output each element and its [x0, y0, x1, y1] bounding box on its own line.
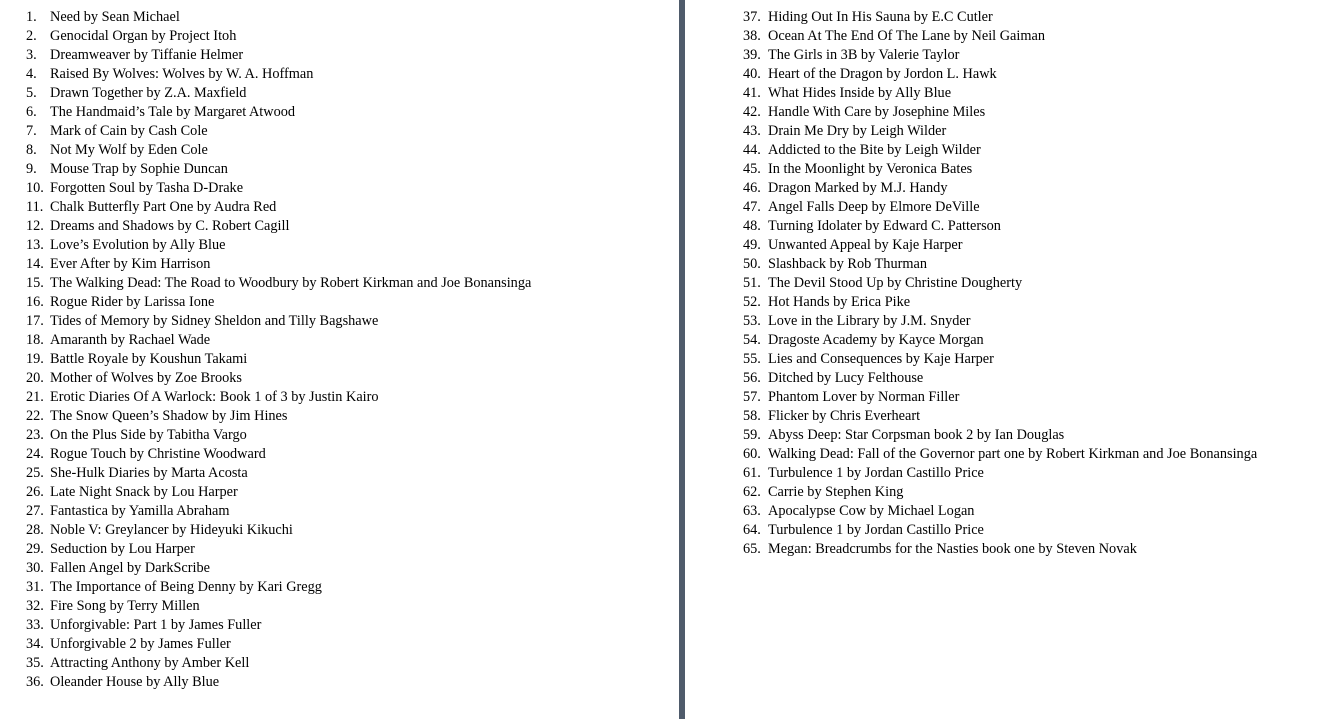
list-item-number: 6. — [26, 104, 37, 120]
list-item-title: The Girls in 3B by Valerie Taylor — [768, 47, 960, 63]
list-item-title: Fire Song by Terry Millen — [50, 598, 200, 614]
list-item-number: 49. — [743, 237, 761, 253]
list-item — [688, 445, 1333, 464]
list-item-title: Lies and Consequences by Kaje Harper — [768, 351, 994, 367]
list-item-number: 23. — [26, 427, 44, 443]
list-item-title: Need by Sean Michael — [50, 9, 180, 25]
list-item — [0, 673, 676, 692]
list-item-title: Erotic Diaries Of A Warlock: Book 1 of 3 by Justin Kairo — [50, 389, 379, 405]
list-item-title: Walking Dead: Fall of the Governor part one by Robert Kirkman and Joe Bonansinga — [768, 446, 1258, 462]
list-item-number: 7. — [26, 123, 37, 139]
list-item-number: 30. — [26, 560, 44, 576]
list-item — [0, 654, 676, 673]
list-item — [688, 255, 1333, 274]
list-item-title: The Walking Dead: The Road to Woodbury by Robert Kirkman and Joe Bonansinga — [50, 275, 532, 291]
list-item-number: 12. — [26, 218, 44, 234]
list-item-title: Love’s Evolution by Ally Blue — [50, 237, 226, 253]
list-item — [0, 46, 676, 65]
list-item-number: 3. — [26, 47, 37, 63]
list-item-number: 29. — [26, 541, 44, 557]
list-item-number: 64. — [743, 522, 761, 538]
list-item-title: Flicker by Chris Everheart — [768, 408, 921, 424]
list-item-number: 9. — [26, 161, 37, 177]
list-item-title: Unforgivable 2 by James Fuller — [50, 636, 231, 652]
list-item-title: Rogue Rider by Larissa Ione — [50, 294, 215, 310]
list-item-number: 51. — [743, 275, 761, 291]
list-item — [688, 331, 1333, 350]
list-item — [688, 274, 1333, 293]
book-list-left — [0, 8, 676, 692]
list-item-number: 41. — [743, 85, 761, 101]
list-item-title: In the Moonlight by Veronica Bates — [768, 161, 973, 177]
list-item — [0, 331, 676, 350]
list-item — [0, 103, 676, 122]
list-item — [688, 103, 1333, 122]
list-item-number: 15. — [26, 275, 44, 291]
list-item-number: 50. — [743, 256, 761, 272]
list-item-title: Chalk Butterfly Part One by Audra Red — [50, 199, 277, 215]
list-item-number: 31. — [26, 579, 44, 595]
list-item — [688, 483, 1333, 502]
list-item-title: Ditched by Lucy Felthouse — [768, 370, 924, 386]
list-item — [0, 483, 676, 502]
list-item — [688, 350, 1333, 369]
list-item-number: 56. — [743, 370, 761, 386]
list-item-title: Hot Hands by Erica Pike — [768, 294, 911, 310]
list-item — [688, 502, 1333, 521]
list-item-number: 1. — [26, 9, 37, 25]
list-item-title: Dragoste Academy by Kayce Morgan — [768, 332, 984, 348]
list-item-number: 19. — [26, 351, 44, 367]
list-item-number: 58. — [743, 408, 761, 424]
list-item-title: Rogue Touch by Christine Woodward — [50, 446, 266, 462]
list-item-title: Noble V: Greylancer by Hideyuki Kikuchi — [50, 522, 293, 538]
list-item-title: Handle With Care by Josephine Miles — [768, 104, 986, 120]
list-item-number: 47. — [743, 199, 761, 215]
list-item-title: Angel Falls Deep by Elmore DeVille — [768, 199, 980, 215]
list-item-number: 28. — [26, 522, 44, 538]
list-item — [0, 141, 676, 160]
list-item — [0, 369, 676, 388]
list-item-title: Fantastica by Yamilla Abraham — [50, 503, 230, 519]
list-item-title: Raised By Wolves: Wolves by W. A. Hoffman — [50, 66, 314, 82]
list-item-number: 46. — [743, 180, 761, 196]
list-item-title: Turning Idolater by Edward C. Patterson — [768, 218, 1001, 234]
list-item-title: Drawn Together by Z.A. Maxfield — [50, 85, 247, 101]
list-item-number: 38. — [743, 28, 761, 44]
list-item — [0, 274, 676, 293]
list-item — [0, 407, 676, 426]
list-item-number: 16. — [26, 294, 44, 310]
list-item-number: 43. — [743, 123, 761, 139]
list-item — [688, 27, 1333, 46]
list-item-title: Dreamweaver by Tiffanie Helmer — [50, 47, 244, 63]
list-item — [0, 616, 676, 635]
list-item-number: 8. — [26, 142, 37, 158]
list-item-title: The Devil Stood Up by Christine Dougherty — [768, 275, 1023, 291]
list-item-title: Battle Royale by Koushun Takami — [50, 351, 248, 367]
list-item-title: Not My Wolf by Eden Cole — [50, 142, 208, 158]
list-item-title: Love in the Library by J.M. Snyder — [768, 313, 971, 329]
list-item — [688, 122, 1333, 141]
list-item-number: 18. — [26, 332, 44, 348]
list-item-title: Seduction by Lou Harper — [50, 541, 195, 557]
list-item — [0, 217, 676, 236]
list-item-number: 2. — [26, 28, 37, 44]
list-item-title: Ocean At The End Of The Lane by Neil Gaiman — [768, 28, 1045, 44]
list-item-title: Carrie by Stephen King — [768, 484, 904, 500]
list-item-title: Mark of Cain by Cash Cole — [50, 123, 208, 139]
list-item-title: Megan: Breadcrumbs for the Nasties book one by Steven Novak — [768, 541, 1137, 557]
list-item-title: Late Night Snack by Lou Harper — [50, 484, 238, 500]
list-item — [0, 236, 676, 255]
right-column — [688, 8, 1333, 559]
list-item-title: Slashback by Rob Thurman — [768, 256, 927, 272]
list-item — [0, 293, 676, 312]
list-item — [0, 445, 676, 464]
list-item — [0, 84, 676, 103]
list-item — [0, 597, 676, 616]
list-item-title: Tides of Memory by Sidney Sheldon and Tilly Bagshawe — [50, 313, 379, 329]
list-item-number: 34. — [26, 636, 44, 652]
list-item-number: 36. — [26, 674, 44, 690]
list-item-number: 48. — [743, 218, 761, 234]
list-item — [0, 65, 676, 84]
list-item-title: Dragon Marked by M.J. Handy — [768, 180, 948, 196]
list-item-number: 25. — [26, 465, 44, 481]
list-item-number: 4. — [26, 66, 37, 82]
list-item — [0, 8, 676, 27]
list-item — [688, 46, 1333, 65]
list-item-title: Turbulence 1 by Jordan Castillo Price — [768, 465, 984, 481]
list-item — [0, 502, 676, 521]
book-list-right — [688, 8, 1333, 559]
list-item — [0, 521, 676, 540]
list-item-number: 39. — [743, 47, 761, 63]
list-item — [0, 540, 676, 559]
list-item — [688, 217, 1333, 236]
list-item-number: 45. — [743, 161, 761, 177]
list-item-number: 17. — [26, 313, 44, 329]
list-item — [0, 578, 676, 597]
list-item — [688, 426, 1333, 445]
list-item-title: Mouse Trap by Sophie Duncan — [50, 161, 228, 177]
list-item-title: Drain Me Dry by Leigh Wilder — [768, 123, 947, 139]
list-item — [688, 179, 1333, 198]
list-item-title: The Importance of Being Denny by Kari Gregg — [50, 579, 322, 595]
list-item-number: 57. — [743, 389, 761, 405]
list-item — [0, 27, 676, 46]
list-item-number: 32. — [26, 598, 44, 614]
left-column — [0, 8, 676, 692]
list-item-title: Phantom Lover by Norman Filler — [768, 389, 960, 405]
list-item-number: 10. — [26, 180, 44, 196]
list-item-number: 42. — [743, 104, 761, 120]
list-item-number: 65. — [743, 541, 761, 557]
list-item-number: 55. — [743, 351, 761, 367]
list-item-title: Hiding Out In His Sauna by E.C Cutler — [768, 9, 993, 25]
list-item — [688, 407, 1333, 426]
list-item-number: 61. — [743, 465, 761, 481]
list-item-number: 40. — [743, 66, 761, 82]
list-item-title: On the Plus Side by Tabitha Vargo — [50, 427, 247, 443]
list-item-title: Unforgivable: Part 1 by James Fuller — [50, 617, 262, 633]
list-item-number: 26. — [26, 484, 44, 500]
list-item — [688, 369, 1333, 388]
list-item — [0, 464, 676, 483]
list-item — [688, 65, 1333, 84]
list-item — [0, 179, 676, 198]
list-item-title: Addicted to the Bite by Leigh Wilder — [768, 142, 981, 158]
list-item-number: 21. — [26, 389, 44, 405]
list-item-number: 13. — [26, 237, 44, 253]
list-item-title: What Hides Inside by Ally Blue — [768, 85, 952, 101]
list-item — [0, 160, 676, 179]
list-item-number: 20. — [26, 370, 44, 386]
list-item — [688, 8, 1333, 27]
list-item — [688, 141, 1333, 160]
list-item — [688, 540, 1333, 559]
list-item-title: Dreams and Shadows by C. Robert Cagill — [50, 218, 290, 234]
list-item-title: Ever After by Kim Harrison — [50, 256, 211, 272]
list-item — [0, 559, 676, 578]
list-item-number: 52. — [743, 294, 761, 310]
list-item-title: Fallen Angel by DarkScribe — [50, 560, 211, 576]
list-item — [688, 312, 1333, 331]
list-item — [688, 160, 1333, 179]
list-item — [0, 350, 676, 369]
list-item — [0, 312, 676, 331]
list-item-title: Genocidal Organ by Project Itoh — [50, 28, 237, 44]
list-item-title: The Snow Queen’s Shadow by Jim Hines — [50, 408, 288, 424]
list-item — [0, 198, 676, 217]
list-item-title: Turbulence 1 by Jordan Castillo Price — [768, 522, 984, 538]
list-item-number: 24. — [26, 446, 44, 462]
list-item-number: 27. — [26, 503, 44, 519]
list-item-number: 5. — [26, 85, 37, 101]
list-item-number: 22. — [26, 408, 44, 424]
column-divider — [679, 0, 685, 719]
list-item-number: 44. — [743, 142, 761, 158]
list-item-number: 54. — [743, 332, 761, 348]
list-item-title: She-Hulk Diaries by Marta Acosta — [50, 465, 248, 481]
list-item-number: 60. — [743, 446, 761, 462]
list-item-title: Amaranth by Rachael Wade — [50, 332, 211, 348]
list-item-number: 62. — [743, 484, 761, 500]
list-item-title: Attracting Anthony by Amber Kell — [50, 655, 250, 671]
list-item-number: 14. — [26, 256, 44, 272]
list-item — [688, 464, 1333, 483]
list-item-number: 37. — [743, 9, 761, 25]
list-item — [0, 635, 676, 654]
list-item — [688, 293, 1333, 312]
list-item-title: Oleander House by Ally Blue — [50, 674, 220, 690]
list-item-title: Apocalypse Cow by Michael Logan — [768, 503, 975, 519]
list-item-number: 53. — [743, 313, 761, 329]
list-item-number: 33. — [26, 617, 44, 633]
list-item — [0, 255, 676, 274]
list-item — [0, 426, 676, 445]
list-item — [0, 122, 676, 141]
list-item-number: 11. — [26, 199, 44, 215]
list-item-title: Forgotten Soul by Tasha D-Drake — [50, 180, 244, 196]
list-item — [688, 388, 1333, 407]
list-item-number: 35. — [26, 655, 44, 671]
list-item-title: Mother of Wolves by Zoe Brooks — [50, 370, 242, 386]
list-item-number: 63. — [743, 503, 761, 519]
list-item — [0, 388, 676, 407]
list-item — [688, 521, 1333, 540]
list-item-title: Unwanted Appeal by Kaje Harper — [768, 237, 963, 253]
list-item — [688, 198, 1333, 217]
list-item-title: The Handmaid’s Tale by Margaret Atwood — [50, 104, 296, 120]
list-item-title: Heart of the Dragon by Jordon L. Hawk — [768, 66, 997, 82]
list-item — [688, 84, 1333, 103]
list-item-title: Abyss Deep: Star Corpsman book 2 by Ian Douglas — [768, 427, 1065, 443]
list-item — [688, 236, 1333, 255]
list-item-number: 59. — [743, 427, 761, 443]
